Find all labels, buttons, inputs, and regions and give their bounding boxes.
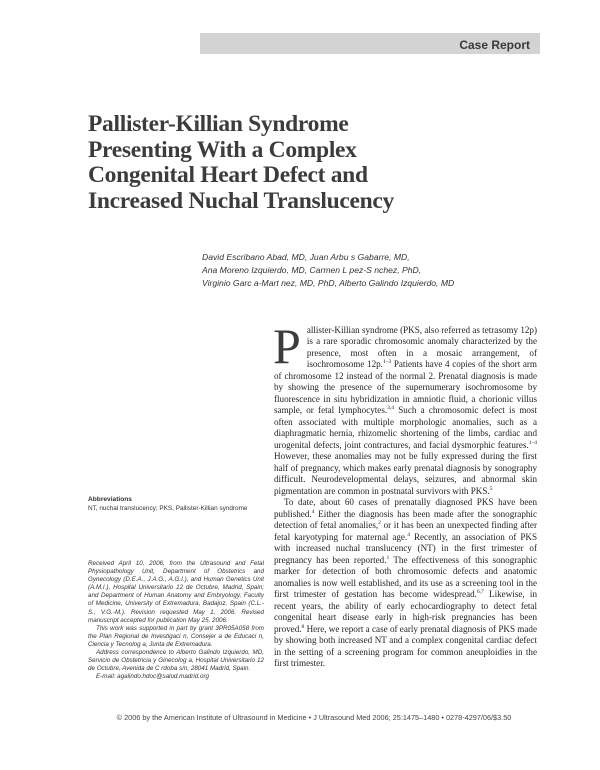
reference-superscript: 1–3 — [382, 359, 392, 366]
reference-superscript: 3,4 — [387, 405, 395, 412]
received-note: Received April 10, 2006, from the Ultrasound and Fetal Physiopathology Unit, Department of Obstetrics and Gynecology (D.E.A., J.A.G., A.G.I.), and Human Genetics Unit (A.M.I.), Hospital Universitario 12 de Octubre, Madrid, Spain; and Department of Human Anatomy and Embryology, Faculty of Medicine, University of Extremadura, Badajoz, Spain (C.L.-S., V.G.-M.). Revision requested May 1, 2006. Revised manuscript accepted for publication May 25, 2006. — [88, 560, 264, 624]
footer-citation: © 2006 by the American Institute of Ultrasound in Medicine • J Ultrasound Med 2006; 25:1475–1480 • 0278-4297/06/$3.50 — [116, 713, 512, 722]
abbreviations-text: NT, nuchal translucency; PKS, Pallister-Killian syndrome — [88, 505, 248, 512]
abbreviations-box — [88, 495, 268, 513]
reference-superscript: 1–4 — [528, 439, 537, 446]
author-line: David Escribano Abad, MD, Juan Arbu s Gabarre, MD, — [202, 252, 410, 262]
email-note: E-mail: agalindo.hdoc@salud.madrid.org — [96, 673, 210, 681]
reference-superscript: 6,7 — [476, 589, 484, 596]
section-label-bar — [200, 33, 540, 54]
article-body — [273, 318, 538, 670]
correspondence-note: Address correspondence to Alberto Galindo Izquierdo, MD, Servicio de Obstetricia y Ginecolog a, Hospital Universitario 12 de Octubre, Avenida de C rdoba s/n, 28041 Madrid, Spain. — [88, 649, 264, 673]
title-line: Presenting With a Complex — [88, 136, 357, 163]
section-label: Case Report — [459, 38, 530, 52]
author-list — [202, 251, 532, 291]
author-line: Virginio Garc a-Mart nez, MD, PhD, Alberto Galindo Izquierdo, MD — [202, 278, 455, 289]
page-footer — [88, 713, 540, 722]
reference-superscript: 8 — [301, 623, 305, 630]
title-line: Congenital Heart Defect and — [88, 162, 368, 188]
reference-superscript: 4 — [407, 531, 410, 538]
funding-note: This work was supported in part by grant 3PR05A058 from the Plan Regional de Investigaci n, Consejer a de Educaci n, Ciencia y Tecnolog a, Junta de Extremadura. — [88, 624, 264, 648]
article-title — [88, 112, 508, 214]
reference-superscript: 5 — [489, 485, 493, 492]
title-line: Increased Nuchal Translucency — [88, 187, 394, 214]
article-footnote — [88, 560, 264, 681]
reference-superscript: 1 — [386, 554, 390, 561]
title-line: Pallister-Killian Syndrome — [88, 111, 349, 137]
reference-superscript: 4 — [311, 508, 315, 515]
drop-cap: P — [273, 318, 301, 374]
author-line: Ana Moreno Izquierdo, MD, Carmen L pez-S nchez, PhD, — [202, 265, 422, 276]
abbreviations-heading: Abbreviations — [88, 496, 132, 503]
reference-superscript: 2 — [378, 520, 381, 527]
body-paragraph: To date, about 60 cases of prenatally diagnosed PKS have been published.$^4$ Either the diagnosis has been made after the sonographic detection of fetal anomalies,$^2$ or it has been an unexpected finding after fetal karyotyping for maternal age.$^4$ Recently, an association of PKS with increased nuchal translucency (NT) in the first trimester of pregnancy has been reported.$^1$ The effectiveness of this sonographic marker for detection of both chromosomic defects and anatomic anomalies is now well established, and its use as a screening tool in the first trimester of gestation has become widespread.$^{6,7}$ Likewise, in recent years, the ability of early echocardiography to detect fetal congenital heart disease early in high-risk pregnancies has been proved.$^8$ Here, we report a case of early prenatal diagnosis of PKS made by showing both increased NT and a complex congenital cardiac defect in the setting of a screening program for common aneuploidies in the first trimester. — [274, 497, 538, 669]
body-paragraph: Pallister-Killian syndrome (PKS, also referred as tetrasomy 12p) is a rare sporadic chromosomic anomaly characterized by the presence, most often in a mosaic arrangement, of isochromosome 12p.$^{1-3}$ Patients have 4 copies of the short arm of chromosome 12 instead of the normal 2. Prenatal diagnosis is made by showing the presence of the supernumerary isochromosome by fluorescence in situ hybridization in amniotic fluid, a chorionic villus sample, or fetal lymphocytes.$^{3,4}$ Such a chromosomic defect is most often associated with multiple morphologic anomalies, such as a diaphragmatic hernia, rhizomelic shortening of the limbs, cardiac and urogenital defects, joint contractures, and facial dysmorphic features.$^{1-4}$ However, these anomalies may not be fully expressed during the first half of pregnancy, which makes early prenatal diagnosis by sonography difficult. Neurodevelopmental delays, seizures, and abnormal skin pigmentation are common in postnatal survivors with PKS.$^5$ — [273, 318, 538, 496]
